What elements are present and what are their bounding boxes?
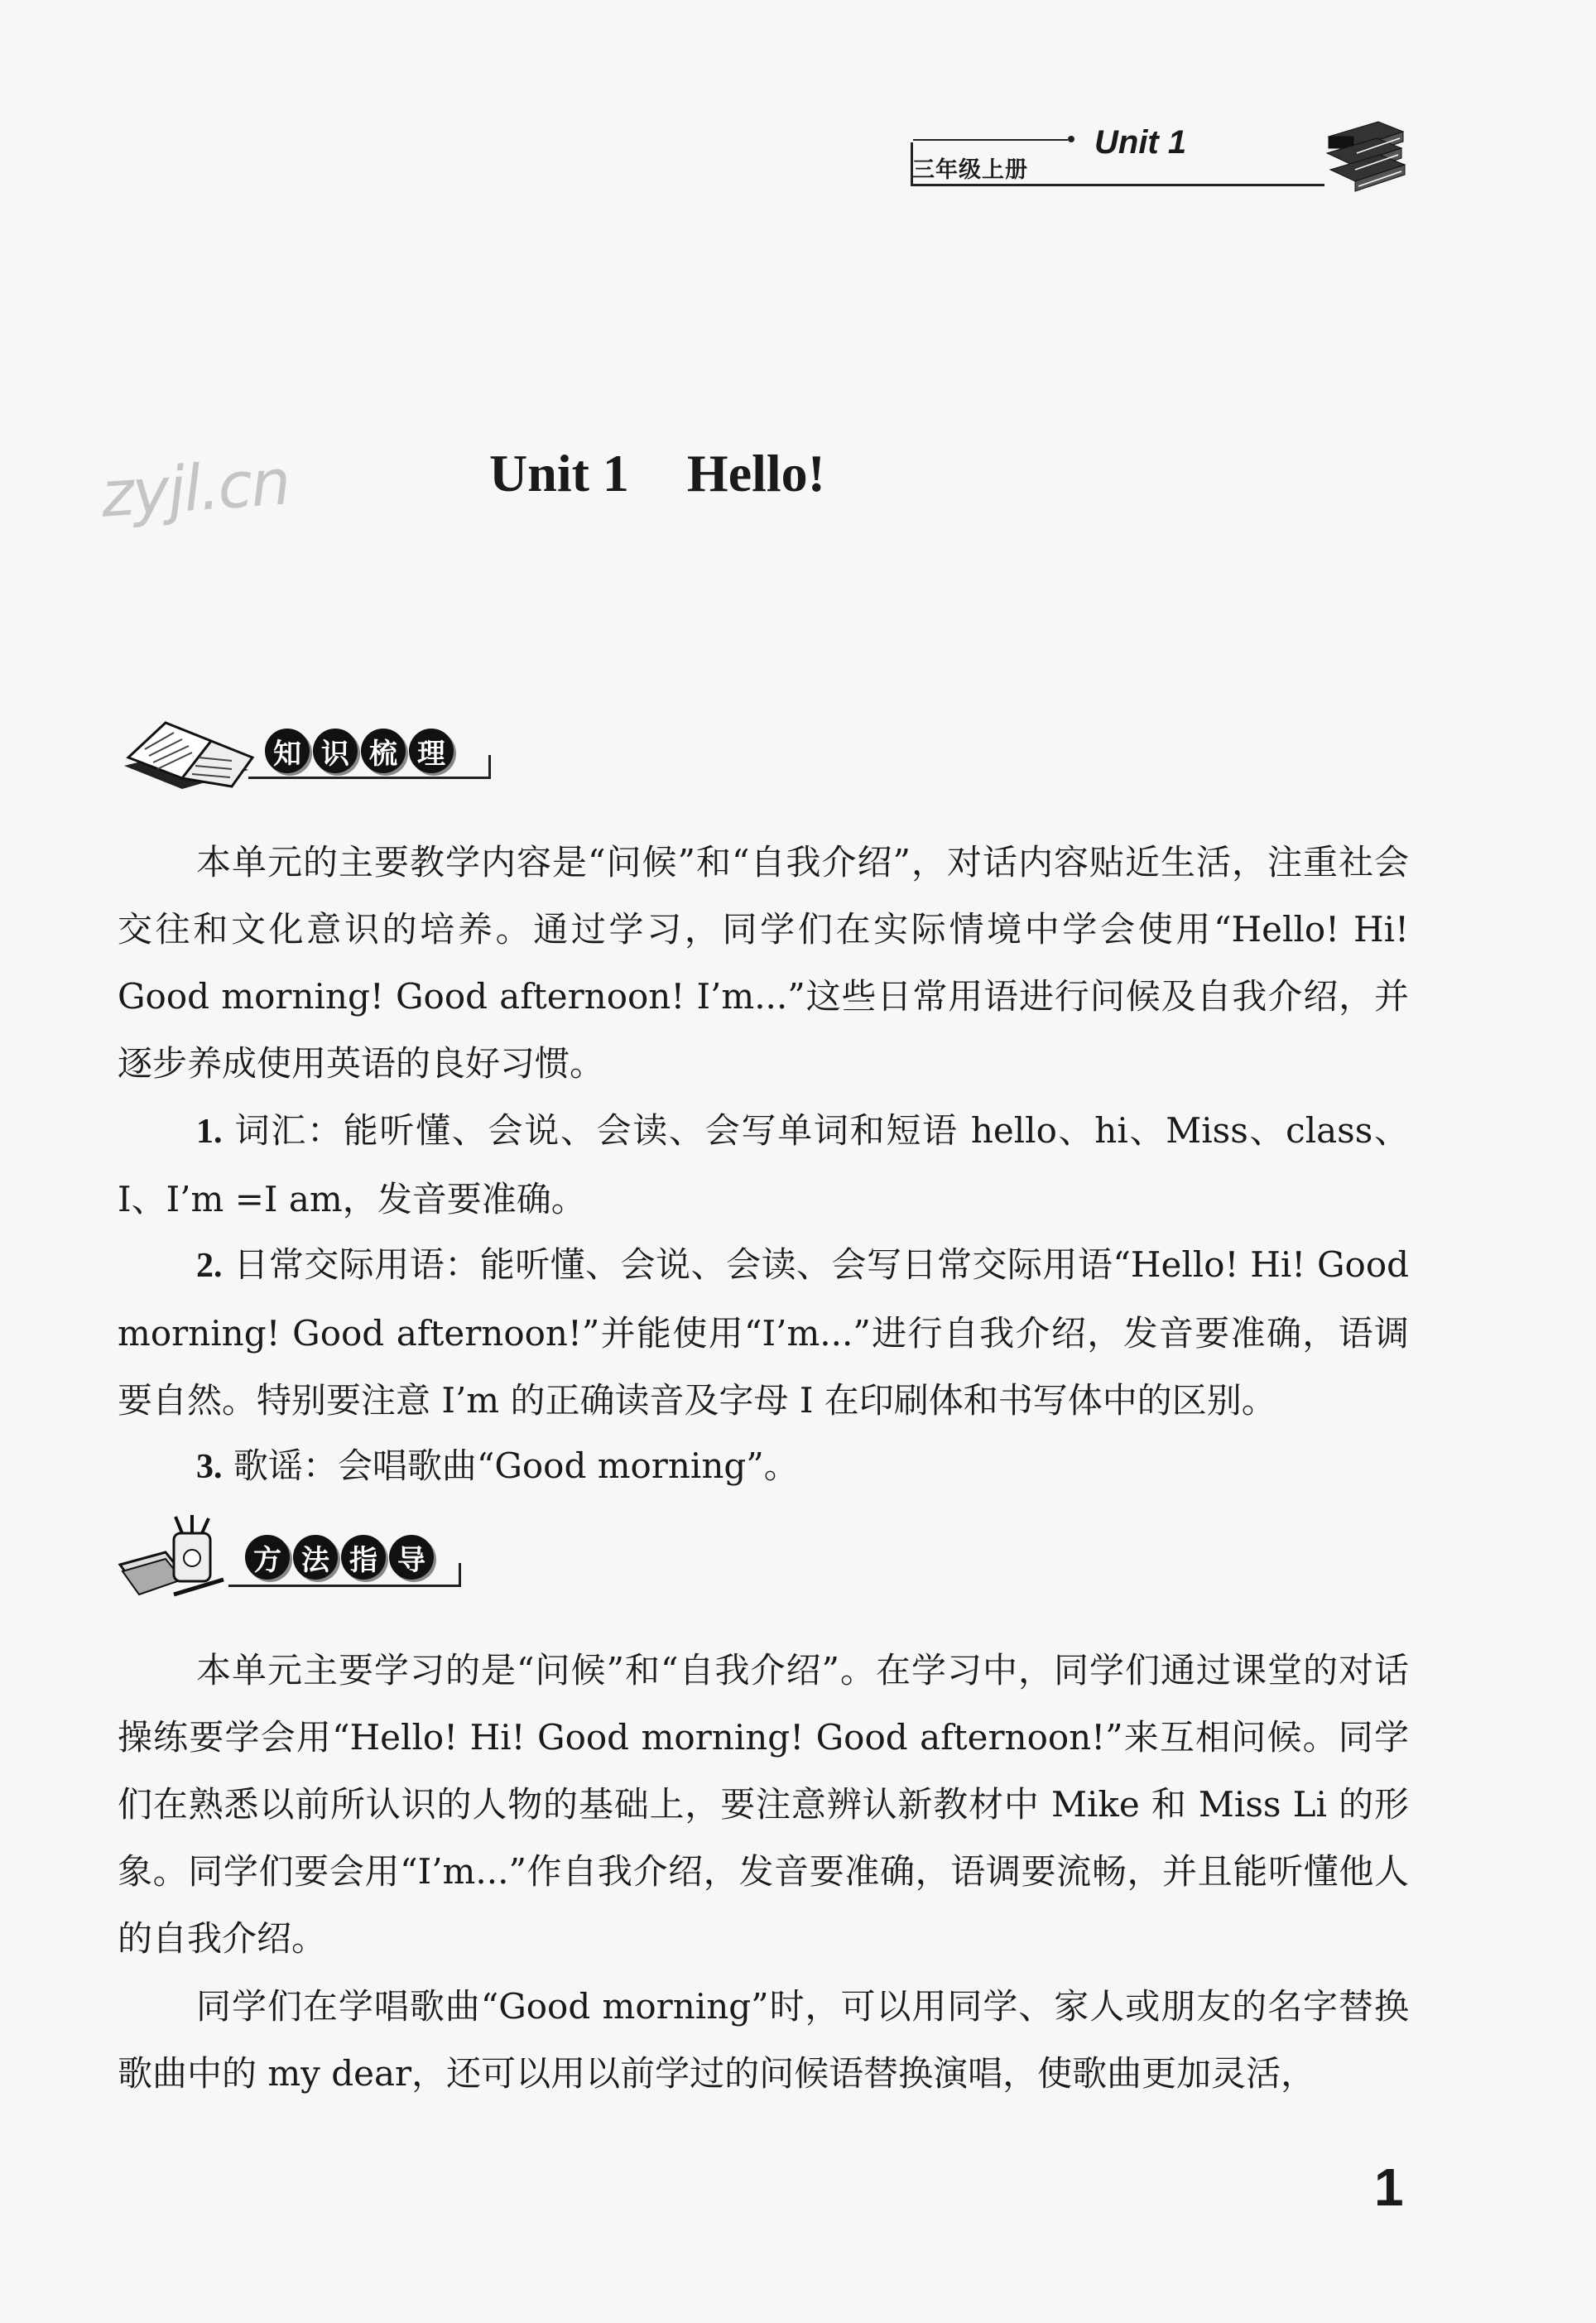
knowledge-item: [118, 1097, 1409, 1233]
knowledge-item: [118, 1432, 1409, 1501]
watermark: zyjl.cn: [99, 445, 292, 531]
page-title: [0, 443, 1315, 504]
method-paragraph: 同学们在学唱歌曲“Good morning”时，可以用同学、家人或朋友的名字替换歌曲中的 my dear，还可以用以前学过的问候语替换演唱，使歌曲更加灵活，: [118, 1986, 1409, 2094]
grade-label: 三年级上册: [912, 157, 1028, 183]
method-paragraph: 本单元主要学习的是“问候”和“自我介绍”。在学习中，同学们通过课堂的对话操练要学会用“Hello! Hi! Good morning! Good afternoon!”来互相问候。同学们在熟悉以前所认识的人物的基础上，要注意辨认新教材中 Mike 和 Miss Li 的形象。同学们要会用“I’m...”作自我介绍，发音要准确，语调要流畅，并且能听懂他人的自我介绍。: [118, 1650, 1409, 1959]
header-unit-label: Unit 1: [1094, 124, 1187, 161]
heading-char: 导: [389, 1535, 434, 1580]
knowledge-intro: 本单元的主要教学内容是“问候”和“自我介绍”，对话内容贴近生活，注重社会交往和文化意识的培养。通过学习，同学们在实际情境中学会使用“Hello! Hi! Good morning! Good afternoon! I’m...”这些日常用语进行问候及自我介绍，并逐步养成使用英语的良好习惯。: [118, 842, 1409, 1084]
item-number: 1.: [196, 1113, 223, 1151]
heading-char: 梳: [361, 729, 406, 773]
knowledge-item: [118, 1231, 1409, 1434]
heading-char: 理: [409, 729, 454, 773]
heading-frame: [228, 1563, 461, 1587]
item-text: 歌谣：会唱歌曲“Good morning”。: [233, 1445, 799, 1486]
books-icon: [1320, 112, 1411, 195]
header-dot: [1068, 136, 1074, 142]
header-rule: [911, 184, 1324, 186]
item-number: 2.: [196, 1247, 223, 1285]
heading-char: 法: [293, 1535, 338, 1580]
item-number: 3.: [196, 1448, 223, 1486]
header-top-line: [913, 139, 1068, 141]
title-name: Hello!: [686, 444, 825, 503]
heading-char: 知: [265, 729, 310, 773]
open-book-icon: [116, 708, 265, 791]
item-text: 词汇：能听懂、会说、会读、会写单词和短语 hello、hi、Miss、class、I、I’m =I am，发音要准确。: [118, 1110, 1409, 1219]
heading-char: 方: [245, 1535, 290, 1580]
page-number: 1: [1374, 2157, 1404, 2217]
item-text: 日常交际用语：能听懂、会说、会读、会写日常交际用语“Hello! Hi! Good morning! Good afternoon!”并能使用“I’m...”进行自我介绍，发音要准确，语调要自然。特别要注意 I’m 的正确读音及字母 I 在印刷体和书写体中的区别。: [118, 1244, 1409, 1421]
heading-char: 识: [313, 729, 358, 773]
heading-char: 指: [341, 1535, 386, 1580]
title-unit: Unit 1: [489, 444, 629, 503]
heading-frame: [248, 755, 491, 779]
